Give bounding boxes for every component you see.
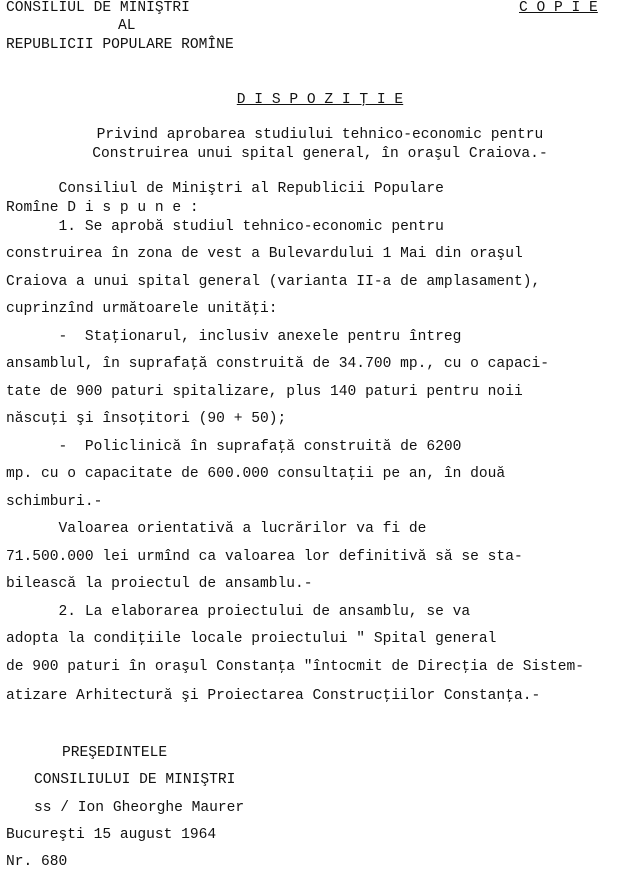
body-line: Romîne D i s p u n e : bbox=[6, 200, 199, 216]
issuer-line-3: REPUBLICII POPULARE ROMÎNE bbox=[6, 37, 234, 53]
subject-line-2: Construirea unui spital general, în oraşul Craiova.- bbox=[92, 146, 548, 162]
body-line: Craiova a unui spital general (varianta II-a de amplasament), bbox=[6, 274, 541, 290]
body-line: adopta la condiţiile locale proiectului " Spital general bbox=[6, 631, 497, 647]
copy-mark: C O P I E bbox=[519, 0, 598, 16]
place-date: Bucureşti 15 august 1964 bbox=[6, 827, 217, 843]
body-line: atizare Arhitectură şi Proiectarea Construcţiilor Constanţa.- bbox=[6, 688, 541, 704]
signature-title-line-2: CONSILIULUI DE MINIŞTRI bbox=[34, 772, 236, 788]
issuer-line-2: AL bbox=[118, 18, 136, 34]
body-line: bilească la proiectul de ansamblu.- bbox=[6, 576, 313, 592]
body-line: tate de 900 paturi spitalizare, plus 140 paturi pentru noii bbox=[6, 384, 523, 400]
body-line: 71.500.000 lei urmînd ca valoarea lor definitivă să se sta- bbox=[6, 549, 523, 565]
body-line: născuţi şi însoţitori (90 + 50); bbox=[6, 411, 287, 427]
body-line: 2. La elaborarea proiectului de ansamblu, se va bbox=[6, 604, 471, 620]
body-line: - Policlinică în suprafaţă construită de 6200 bbox=[6, 439, 462, 455]
body-line: ansamblul, în suprafaţă construită de 34.700 mp., cu o capaci- bbox=[6, 356, 549, 372]
body-line: de 900 paturi în oraşul Constanţa "întocmit de Direcţia de Sistem- bbox=[6, 659, 585, 675]
signature-title-line-1: PREŞEDINTELE bbox=[62, 745, 168, 761]
body-line: Consiliul de Miniştri al Republicii Populare bbox=[6, 181, 444, 197]
issuer-line-1: CONSILIUL DE MINIŞTRI bbox=[6, 0, 190, 16]
body-line: schimburi.- bbox=[6, 494, 103, 510]
body-line: 1. Se aprobă studiul tehnico-economic pentru bbox=[6, 219, 444, 235]
document-number: Nr. 680 bbox=[6, 854, 68, 870]
signed-by: ss / Ion Gheorghe Maurer bbox=[34, 800, 245, 816]
body-line: mp. cu o capacitate de 600.000 consultaţii pe an, în două bbox=[6, 466, 506, 482]
document-title: D I S P O Z I Ţ I E bbox=[236, 92, 404, 108]
body-line: Valoarea orientativă a lucrărilor va fi de bbox=[6, 521, 427, 537]
body-line: construirea în zona de vest a Bulevardului 1 Mai din oraşul bbox=[6, 246, 523, 262]
subject-line-1: Privind aprobarea studiului tehnico-economic pentru bbox=[96, 127, 544, 143]
body-line: - Staţionarul, inclusiv anexele pentru întreg bbox=[6, 329, 462, 345]
body-line: cuprinzînd următoarele unităţi: bbox=[6, 301, 278, 317]
